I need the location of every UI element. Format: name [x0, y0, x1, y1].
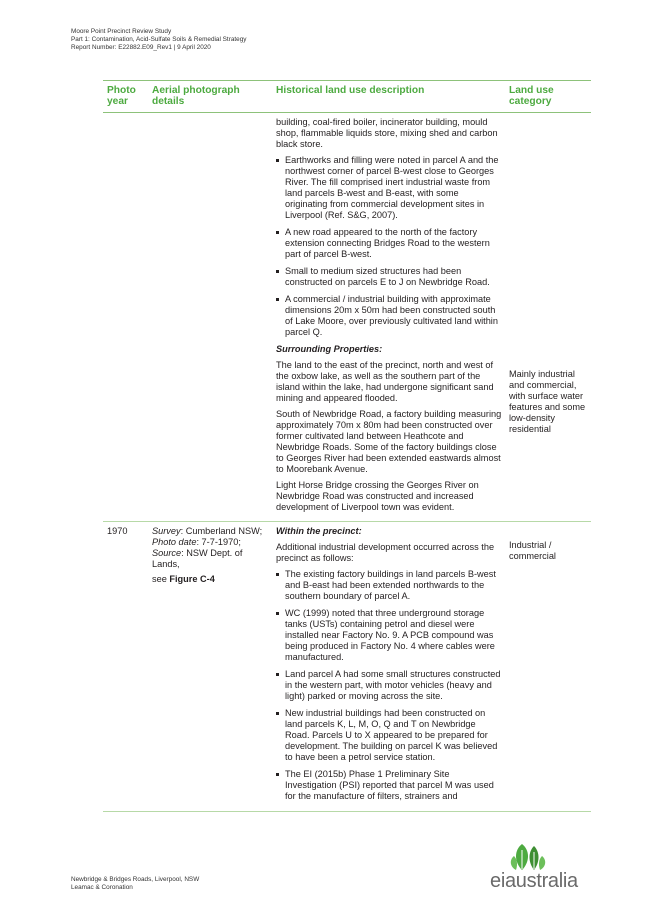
table-row: [103, 522, 591, 812]
surrounding-paragraph: Light Horse Bridge crossing the Georges River on Newbridge Road was constructed and increased development of Liverpool town was evident.: [276, 480, 479, 512]
row1-aerial-cell: [148, 113, 272, 522]
row1-bullet-list: [276, 155, 502, 338]
table-row: [103, 113, 591, 522]
list-item: The existing factory buildings in land parcels B-west and B-east had been extended northwards to the southern boundary of parcel A.: [276, 569, 502, 602]
footer-client: Leamac & Coronation: [71, 884, 133, 891]
list-item: Small to medium sized structures had been constructed on parcels E to J on Newbridge Road.: [276, 266, 502, 288]
list-item: A commercial / industrial building with approximate dimensions 20m x 50m had been constructed south of Lake Moore, over previously cultivated land within parcel Q.: [276, 294, 502, 338]
figure-reference: see Figure C-4: [152, 574, 215, 584]
header-subtitle: Part 1: Contamination, Acid-Sulfate Soils & Remedial Strategy: [71, 36, 247, 43]
leaf-logo-icon: [508, 842, 548, 872]
historical-aerial-table: [103, 80, 591, 812]
footer-site: Newbridge & Bridges Roads, Liverpool, NSW: [71, 876, 200, 883]
document-footer: [71, 876, 199, 892]
col-historical-description: Historical land use description: [272, 81, 505, 113]
row2-bullet-list: [276, 569, 502, 802]
photo-date-label: Photo date: [152, 537, 197, 547]
surrounding-paragraph: The land to the east of the precinct, north and west of the oxbow lake, as well as the southern part of the island within the lake, had undergone significant sand mining and appeared flooded.: [276, 360, 494, 403]
survey-value: : Cumberland NSW;: [180, 526, 263, 536]
list-item: Land parcel A had some small structures constructed in the western part, with motor vehicles (heavy and light) parked or moving across the site.: [276, 669, 502, 702]
col-land-use: Land use category: [505, 81, 591, 113]
company-logo: [490, 842, 600, 892]
row2-land-use-cell: Industrial / commercial: [505, 522, 591, 812]
row2-aerial-cell: [148, 522, 272, 812]
row1-description-cell: [272, 113, 505, 522]
row2-description-cell: [272, 522, 505, 812]
document-header: [71, 28, 246, 52]
row2-intro: Additional industrial development occurred across the precinct as follows:: [276, 542, 495, 563]
row1-land-use-cell: Mainly industrial and commercial, with surface water features and some low-density residential: [505, 113, 591, 522]
header-report-number: Report Number: E22882.E09_Rev1 | 9 April 2020: [71, 44, 211, 51]
source-label: Source: [152, 548, 182, 558]
col-aerial-details: Aerial photograph details: [148, 81, 272, 113]
list-item: WC (1999) noted that three underground storage tanks (USTs) containing petrol and diesel were installed near Factory No. 9. A PCB compound was being produced in Factory No. 4 where cables were manufactured.: [276, 608, 502, 663]
list-item: A new road appeared to the north of the factory extension connecting Bridges Road to the western part of parcel B-west.: [276, 227, 502, 260]
photo-date-value: : 7-7-1970;: [196, 537, 241, 547]
header-title: Moore Point Precinct Review Study: [71, 28, 172, 35]
row1-year-cell: [103, 113, 148, 522]
within-precinct-heading: Within the precinct:: [276, 526, 362, 536]
table-header-row: [103, 81, 591, 113]
row2-year-cell: 1970: [103, 522, 148, 812]
surrounding-heading: Surrounding Properties:: [276, 344, 383, 354]
figure-link[interactable]: Figure C-4: [169, 574, 215, 584]
continued-text: building, coal-fired boiler, incinerator building, mould shop, flammable liquids store, mixing shed and carbon black store.: [276, 117, 498, 149]
list-item: Earthworks and filling were noted in parcel A and the northwest corner of parcel B-west close to Georges River. The fill comprised inert industrial waste from land parcels B-west and B-east, with some originating from commercial development sites in Liverpool (Ref. S&G, 2007).: [276, 155, 502, 221]
col-photo-year: Photo year: [103, 81, 148, 113]
surrounding-paragraph: South of Newbridge Road, a factory building measuring approximately 70m x 80m had been constructed over former cultivated land between Heathcote and Newbridge Roads. Some of the factory buildings close to Georges River had been extended eastwards almost to Moorebank Avenue.: [276, 409, 502, 474]
source-value: : NSW Dept. of Lands,: [152, 548, 243, 569]
list-item: The EI (2015b) Phase 1 Preliminary Site Investigation (PSI) reported that parcel M was used for the manufacture of filters, strainers and: [276, 769, 502, 802]
logo-wordmark: eiaustralia: [490, 870, 578, 892]
list-item: New industrial buildings had been constructed on land parcels K, L, M, O, Q and T on Newbridge Road. Parcels U to X appeared to be prepared for development. The building on parcel K was believed to have been a petrol service station.: [276, 708, 502, 763]
survey-label: Survey: [152, 526, 181, 536]
